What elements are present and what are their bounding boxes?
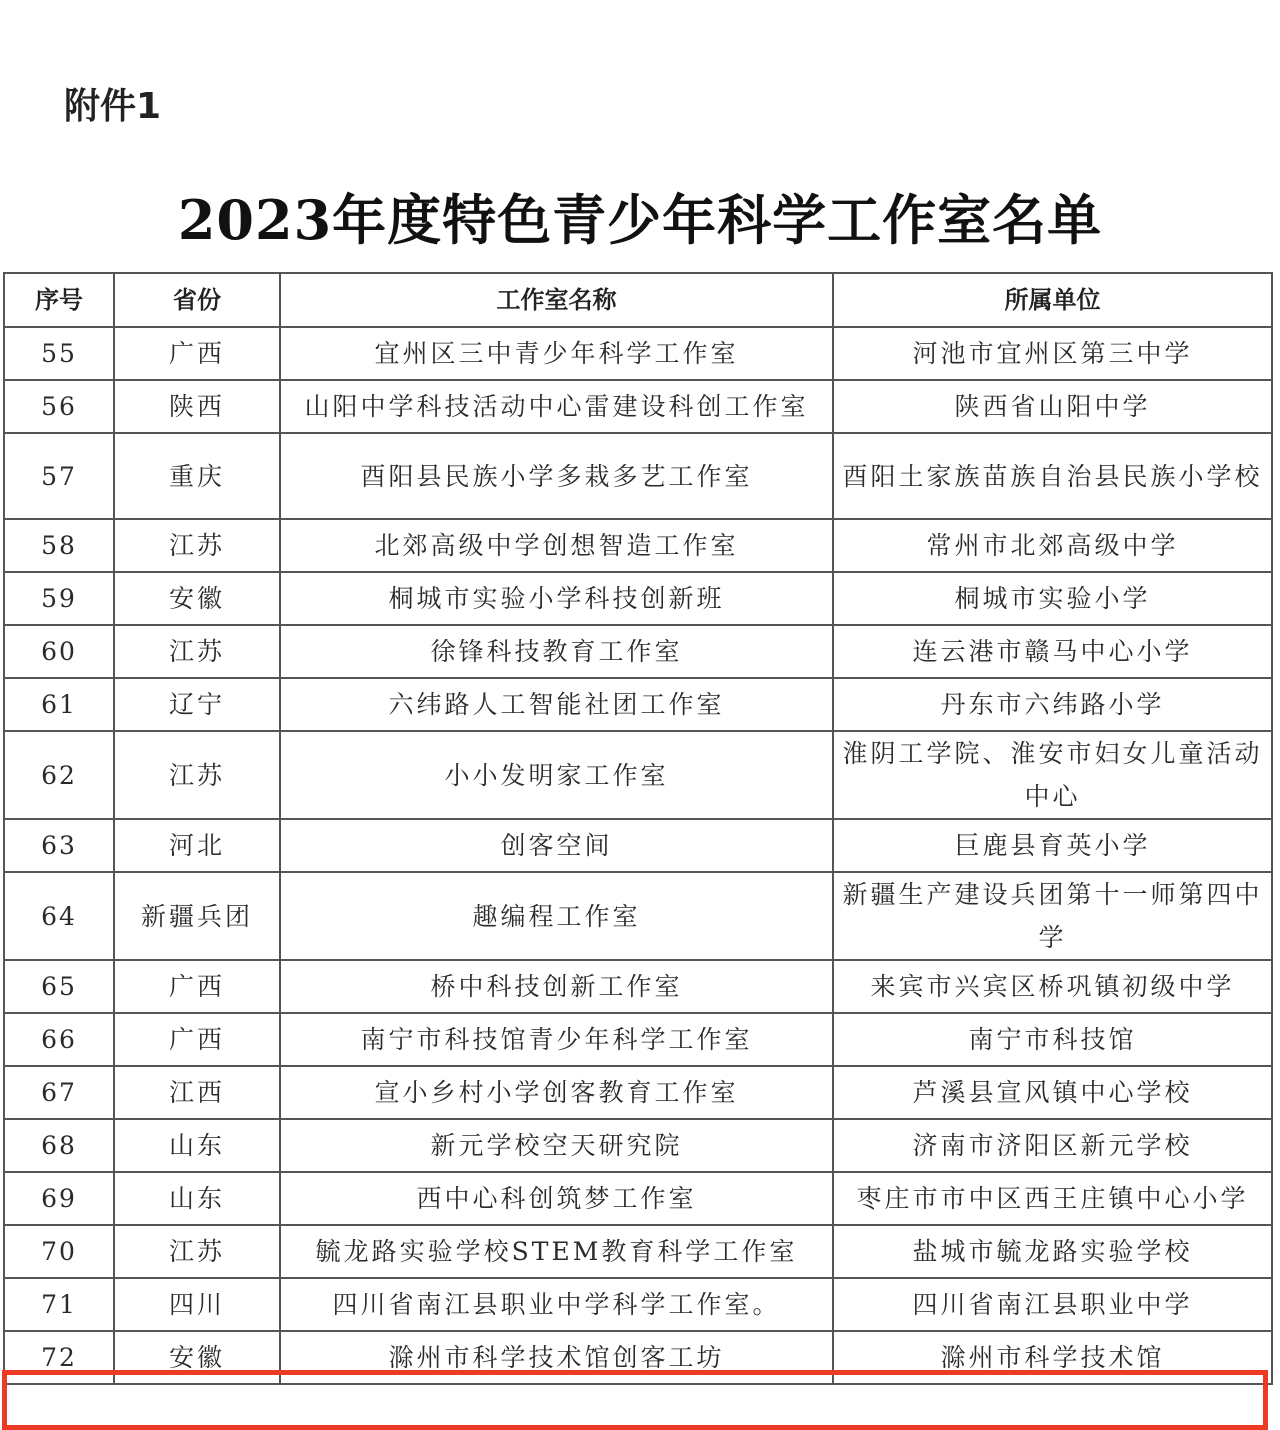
cell-unit: 巨鹿县育英小学 xyxy=(833,819,1272,872)
cell-province: 江苏 xyxy=(114,1225,280,1278)
table-row xyxy=(4,519,1272,572)
cell-studio: 酉阳县民族小学多栽多艺工作室 xyxy=(280,433,833,519)
cell-province: 四川 xyxy=(114,1278,280,1331)
table-row xyxy=(4,1013,1272,1066)
table-row xyxy=(4,1066,1272,1119)
cell-unit: 芦溪县宣风镇中心学校 xyxy=(833,1066,1272,1119)
table-row xyxy=(4,1225,1272,1278)
cell-no: 59 xyxy=(4,572,114,625)
cell-studio: 新元学校空天研究院 xyxy=(280,1119,833,1172)
cell-no: 61 xyxy=(4,678,114,731)
cell-studio: 六纬路人工智能社团工作室 xyxy=(280,678,833,731)
cell-unit: 济南市济阳区新元学校 xyxy=(833,1119,1272,1172)
cell-studio: 桐城市实验小学科技创新班 xyxy=(280,572,833,625)
header-unit: 所属单位 xyxy=(833,273,1272,327)
cell-unit: 四川省南江县职业中学 xyxy=(833,1278,1272,1331)
cell-unit: 丹东市六纬路小学 xyxy=(833,678,1272,731)
cell-unit: 盐城市毓龙路实验学校 xyxy=(833,1225,1272,1278)
cell-no: 69 xyxy=(4,1172,114,1225)
table-row xyxy=(4,433,1272,519)
cell-province: 广西 xyxy=(114,1013,280,1066)
cell-province: 新疆兵团 xyxy=(114,872,280,960)
cell-province: 辽宁 xyxy=(114,678,280,731)
cell-studio: 徐锋科技教育工作室 xyxy=(280,625,833,678)
cell-studio: 南宁市科技馆青少年科学工作室 xyxy=(280,1013,833,1066)
cell-no: 70 xyxy=(4,1225,114,1278)
cell-studio: 毓龙路实验学校STEM教育科学工作室 xyxy=(280,1225,833,1278)
table-row xyxy=(4,1172,1272,1225)
cell-unit: 滁州市科学技术馆 xyxy=(833,1331,1272,1384)
cell-no: 71 xyxy=(4,1278,114,1331)
cell-studio: 宜州区三中青少年科学工作室 xyxy=(280,327,833,380)
cell-unit: 新疆生产建设兵团第十一师第四中学 xyxy=(833,872,1272,960)
cell-unit: 来宾市兴宾区桥巩镇初级中学 xyxy=(833,960,1272,1013)
table-row xyxy=(4,327,1272,380)
table-row xyxy=(4,572,1272,625)
table-row xyxy=(4,731,1272,819)
attachment-label: 附件1 xyxy=(64,86,162,127)
cell-province: 重庆 xyxy=(114,433,280,519)
cell-studio: 滁州市科学技术馆创客工坊 xyxy=(280,1331,833,1384)
cell-province: 江苏 xyxy=(114,519,280,572)
cell-unit: 陕西省山阳中学 xyxy=(833,380,1272,433)
cell-studio: 山阳中学科技活动中心雷建设科创工作室 xyxy=(280,380,833,433)
table-row xyxy=(4,678,1272,731)
highlighted-table-row xyxy=(4,1331,1272,1384)
cell-province: 江苏 xyxy=(114,731,280,819)
cell-no: 55 xyxy=(4,327,114,380)
table-row xyxy=(4,819,1272,872)
cell-studio: 创客空间 xyxy=(280,819,833,872)
cell-no: 63 xyxy=(4,819,114,872)
table-row xyxy=(4,380,1272,433)
cell-province: 山东 xyxy=(114,1172,280,1225)
cell-no: 72 xyxy=(4,1331,114,1384)
cell-no: 64 xyxy=(4,872,114,960)
cell-no: 66 xyxy=(4,1013,114,1066)
cell-province: 安徽 xyxy=(114,572,280,625)
table-row xyxy=(4,872,1272,960)
cell-studio: 北郊高级中学创想智造工作室 xyxy=(280,519,833,572)
table-row xyxy=(4,960,1272,1013)
cell-unit: 河池市宜州区第三中学 xyxy=(833,327,1272,380)
cell-no: 57 xyxy=(4,433,114,519)
table-row xyxy=(4,1278,1272,1331)
cell-studio: 桥中科技创新工作室 xyxy=(280,960,833,1013)
cell-province: 江西 xyxy=(114,1066,280,1119)
cell-studio: 宣小乡村小学创客教育工作室 xyxy=(280,1066,833,1119)
studio-list-table xyxy=(3,272,1273,1385)
cell-province: 广西 xyxy=(114,327,280,380)
cell-studio: 趣编程工作室 xyxy=(280,872,833,960)
cell-province: 河北 xyxy=(114,819,280,872)
cell-unit: 连云港市赣马中心小学 xyxy=(833,625,1272,678)
cell-province: 陕西 xyxy=(114,380,280,433)
cell-province: 江苏 xyxy=(114,625,280,678)
cell-unit: 淮阴工学院、淮安市妇女儿童活动中心 xyxy=(833,731,1272,819)
cell-province: 山东 xyxy=(114,1119,280,1172)
cell-no: 62 xyxy=(4,731,114,819)
cell-province: 广西 xyxy=(114,960,280,1013)
header-province: 省份 xyxy=(114,273,280,327)
header-no: 序号 xyxy=(4,273,114,327)
table-header-row xyxy=(4,273,1272,327)
document-title: 2023年度特色青少年科学工作室名单 xyxy=(177,188,1103,252)
cell-unit: 南宁市科技馆 xyxy=(833,1013,1272,1066)
cell-no: 60 xyxy=(4,625,114,678)
cell-studio: 四川省南江县职业中学科学工作室。 xyxy=(280,1278,833,1331)
cell-no: 58 xyxy=(4,519,114,572)
cell-studio: 小小发明家工作室 xyxy=(280,731,833,819)
table-row xyxy=(4,1119,1272,1172)
table-row xyxy=(4,625,1272,678)
cell-unit: 枣庄市市中区西王庄镇中心小学 xyxy=(833,1172,1272,1225)
header-studio-name: 工作室名称 xyxy=(280,273,833,327)
cell-no: 56 xyxy=(4,380,114,433)
cell-unit: 酉阳土家族苗族自治县民族小学校 xyxy=(833,433,1272,519)
cell-no: 65 xyxy=(4,960,114,1013)
cell-no: 68 xyxy=(4,1119,114,1172)
cell-unit: 桐城市实验小学 xyxy=(833,572,1272,625)
cell-studio: 西中心科创筑梦工作室 xyxy=(280,1172,833,1225)
cell-province: 安徽 xyxy=(114,1331,280,1384)
cell-no: 67 xyxy=(4,1066,114,1119)
cell-unit: 常州市北郊高级中学 xyxy=(833,519,1272,572)
